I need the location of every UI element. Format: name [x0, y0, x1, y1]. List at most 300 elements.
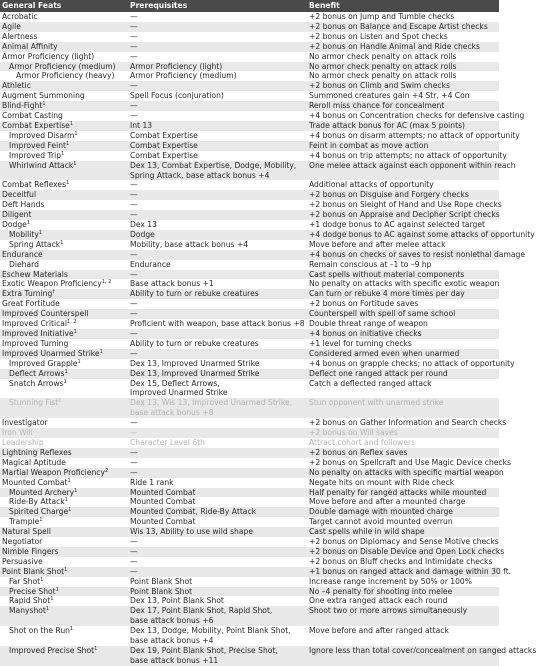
feat-footnote-marker: 1 [60, 239, 64, 246]
benefit-cell: Counterspell with spell of same school [307, 309, 499, 319]
benefit-cell: +2 bonus on Disguise and Forgery checks [307, 190, 499, 200]
benefit-cell: Increase range increment by 50% or 100% [309, 576, 472, 586]
prerequisite-cell [128, 180, 307, 190]
benefit-cell: Cast spells while in wild shape [307, 527, 499, 537]
feat-footnote-marker: 1 [58, 398, 62, 405]
prerequisite-cell [128, 101, 307, 111]
feat-name: Exotic Weapon Proficiency [2, 279, 102, 289]
feat-name-cell [0, 547, 128, 557]
feat-name-cell [0, 577, 128, 587]
feat-name: Athletic [2, 81, 31, 91]
prerequisite-cell [128, 220, 307, 230]
prerequisite-text: Int 13 [130, 120, 153, 130]
benefit-cell: +1 dodge bonus to AC against selected target [309, 220, 486, 230]
feat-footnote-marker: 1 [69, 626, 74, 633]
feat-name: Augment Summoning [2, 91, 85, 101]
feat-name-cell [0, 369, 128, 379]
prerequisite-cell [128, 161, 307, 181]
benefit-cell: +4 bonus on checks or saves to resist nonlethal damage [309, 249, 525, 259]
prerequisite-cell [128, 458, 307, 468]
feat-name: Deflect Arrows [9, 368, 65, 378]
table-row [0, 438, 499, 448]
prerequisite-cell [128, 339, 307, 349]
feat-name: Iron Will [2, 428, 33, 438]
benefit-cell: +2 bonus on Fortitude saves [309, 299, 419, 309]
feat-footnote-marker: 1, 2 [101, 279, 112, 286]
prerequisite-text: Dex 17, Point Blank Shot, Rapid Shot, [130, 606, 273, 616]
benefit-cell: +2 bonus on Disable Device and Open Lock checks [309, 546, 505, 556]
prerequisite-cell [128, 52, 307, 62]
feat-footnote-marker: 1 [64, 497, 68, 504]
prerequisite-cell [128, 319, 307, 329]
feat-name-cell [0, 557, 128, 567]
feat-name-cell [0, 606, 128, 626]
table-row [0, 547, 499, 557]
feat-footnote-marker: 1 [40, 576, 44, 583]
prerequisite-text: Dex 13, Combat Expertise, Dodge, Mobility, [130, 160, 297, 170]
table-header [0, 0, 499, 12]
feat-name-cell [0, 527, 128, 537]
prerequisite-text-continued: base attack bonus +8 [130, 408, 214, 418]
feat-name-cell [0, 220, 128, 230]
feat-footnote-marker: 1 [50, 596, 54, 603]
table-body [0, 12, 536, 666]
feat-name-cell [0, 567, 128, 577]
prerequisite-text: Dex 13, Improved Unarmed Strike [130, 358, 260, 368]
prerequisite-text: Dex 13 [130, 220, 157, 230]
table-row [0, 22, 499, 32]
feat-name: Magical Aptitude [2, 457, 66, 467]
feat-name-cell [0, 398, 128, 418]
feat-name: Combat Reflexes [2, 180, 67, 190]
table-row [0, 517, 499, 527]
table-row [0, 299, 499, 309]
feat-name: Deft Hands [2, 200, 45, 210]
benefit-cell: Negate hits on mount with Ride check [309, 477, 455, 487]
prerequisite-text: Combat Expertise [130, 140, 198, 150]
feat-footnote-marker: 1 [45, 606, 50, 613]
prerequisite-text: — [130, 81, 138, 91]
table-row [0, 398, 499, 418]
feat-name: Improved Initiative [2, 329, 74, 338]
feat-name-cell [0, 319, 128, 329]
table-row [0, 121, 499, 131]
feat-footnote-marker: 1 [68, 507, 72, 514]
prerequisite-text: Character Level 6th [130, 437, 205, 447]
feat-name-cell [0, 161, 128, 181]
prerequisite-text: Dex 13, Dodge, Mobility, Point Blank Shot, [130, 626, 291, 636]
table-row [0, 230, 499, 240]
benefit-cell: +2 bonus on Handle Animal and Ride checks [307, 42, 499, 52]
prerequisite-text: — [130, 101, 138, 111]
prerequisite-text: Spell Focus (conjuration) [130, 91, 224, 101]
table-row [0, 507, 499, 517]
table-row [0, 200, 499, 210]
feat-footnote-marker: 1 [74, 130, 78, 137]
feat-name: Negotiator [2, 537, 43, 547]
table-row [0, 319, 499, 329]
prerequisite-cell [128, 81, 307, 91]
table-row [0, 369, 499, 379]
prerequisite-cell [128, 497, 307, 507]
feat-name: Combat Expertise [2, 120, 70, 130]
prerequisite-text: — [130, 428, 138, 438]
table-row [0, 101, 499, 111]
benefit-cell: Double damage with mounted charge [307, 507, 499, 517]
prerequisite-text: — [130, 12, 138, 21]
prerequisite-text: — [130, 467, 138, 477]
prerequisite-text: Mounted Combat, Ride-By Attack [130, 507, 257, 517]
prerequisite-text: Dex 13, Improved Unarmed Strike [130, 368, 260, 378]
table-row [0, 180, 499, 190]
prerequisite-text: — [130, 31, 138, 41]
prerequisite-cell [128, 507, 307, 517]
benefit-cell: Catch a deflected ranged attack [309, 378, 432, 388]
prerequisite-cell [128, 359, 307, 369]
prerequisite-cell [128, 151, 307, 161]
feat-name: Improved Trip [9, 150, 62, 160]
table-row [0, 577, 499, 587]
feat-footnote-marker: 1 [64, 566, 68, 573]
prerequisite-text: — [130, 269, 138, 279]
feat-name-cell [0, 111, 128, 121]
prerequisite-text: Armor Proficiency (light) [130, 61, 223, 71]
prerequisite-cell [128, 577, 307, 587]
table-row [0, 418, 499, 428]
prerequisite-cell [128, 596, 307, 606]
feat-footnote-marker: 1 [61, 150, 65, 157]
feat-footnote-marker: † [52, 289, 55, 296]
feat-name: Deceitful [2, 190, 37, 200]
prerequisite-text: Ability to turn or rebuke creatures [130, 289, 259, 299]
benefit-cell: +2 bonus on Balance and Escape Artist checks [307, 22, 499, 32]
prerequisite-cell [128, 270, 307, 280]
feat-name: Improved Feint [9, 140, 66, 150]
feat-name: Eschew Materials [2, 269, 68, 279]
benefit-cell: Half penalty for ranged attacks while mounted [307, 488, 499, 498]
feat-name-cell [0, 468, 128, 478]
benefit-cell: +4 bonus on disarm attempts; no attack of opportunity [309, 130, 520, 140]
feat-name-cell [0, 180, 128, 190]
prerequisite-text-continued: base attack bonus +6 [130, 616, 214, 626]
table-row [0, 458, 499, 468]
feat-name: Armor Proficiency (light) [2, 51, 95, 61]
feat-footnote-marker: 2 [104, 467, 109, 474]
prerequisite-cell [128, 448, 307, 458]
prerequisite-cell [128, 299, 307, 309]
benefit-cell: +4 bonus on trip attempts; no attack of opportunity [309, 150, 507, 160]
table-row [0, 81, 499, 91]
table-row [0, 12, 499, 22]
prerequisite-text: — [130, 329, 138, 338]
prerequisite-text: — [130, 546, 138, 556]
prerequisite-text: — [130, 21, 138, 31]
benefit-cell: +2 bonus on Sleight of Hand and Use Rope checks [309, 200, 502, 210]
prerequisite-cell [128, 22, 307, 32]
prerequisite-cell [128, 557, 307, 567]
prerequisite-cell [128, 279, 307, 289]
prerequisite-text: Dex 13, Point Blank Shot [130, 596, 224, 606]
feat-name-cell [0, 458, 128, 468]
benefit-cell: Remain conscious at –1 to –9 hp [309, 259, 432, 269]
feat-name: Improved Counterspell [2, 309, 89, 319]
feat-name: Blind-Fight [2, 101, 43, 111]
benefit-cell: +2 bonus on Reflex saves [307, 448, 499, 458]
table-row [0, 646, 499, 666]
benefit-cell: +2 bonus on Diplomacy and Sense Motive checks [309, 537, 499, 547]
feat-name: Improved Disarm [9, 130, 75, 140]
header-prerequisites: Prerequisites [128, 0, 307, 12]
table-row [0, 32, 499, 42]
prerequisite-text: Wis 13, Ability to use wild shape [130, 527, 254, 537]
feat-name-cell [0, 537, 128, 547]
feat-footnote-marker: 1, 2 [67, 319, 77, 326]
feat-footnote-marker: 1 [99, 348, 103, 355]
prerequisite-text: Mounted Combat [130, 497, 196, 507]
benefit-cell: Can turn or rebuke 4 more times per day [307, 289, 499, 299]
feat-name-cell [0, 309, 128, 319]
prerequisite-cell [128, 200, 307, 210]
prerequisite-text: — [130, 180, 138, 190]
header-row [0, 0, 499, 12]
prerequisite-text: Dodge [130, 229, 155, 239]
benefit-cell: Cast spells without material components [307, 270, 499, 280]
prerequisite-text: Ability to turn or rebuke creatures [130, 338, 259, 348]
prerequisite-text: — [130, 566, 138, 576]
feat-name-cell [0, 230, 128, 240]
benefit-cell: No armor check penalty on attack rolls [307, 62, 499, 72]
prerequisite-text-continued: base attack bonus +11 [130, 655, 219, 665]
feat-footnote-marker: 1 [26, 220, 30, 227]
prerequisite-text-continued: Improved Unarmed Strike [130, 388, 228, 398]
table-row [0, 497, 499, 507]
feat-name-cell [0, 438, 128, 448]
feat-name: Martial Weapon Proficiency [2, 467, 105, 477]
feat-name-cell [0, 497, 128, 507]
table-row [0, 596, 499, 606]
feat-name: Armor Proficiency (medium) [9, 61, 116, 71]
benefit-cell: +4 bonus on initiative checks [307, 329, 499, 339]
feat-name: Diligent [2, 210, 32, 220]
feat-name-cell [0, 32, 128, 42]
feat-name-cell [0, 359, 128, 369]
table-row [0, 478, 499, 488]
feat-name-cell [0, 349, 128, 359]
prerequisite-text: — [130, 111, 138, 121]
feat-name: Improved Grapple [9, 358, 78, 368]
prerequisite-cell [128, 309, 307, 319]
prerequisite-cell [128, 42, 307, 52]
benefit-cell: +1 bonus on ranged attack and damage within 30 ft. [309, 566, 512, 576]
feat-name-cell [0, 91, 128, 101]
benefit-cell: Additional attacks of opportunity [309, 180, 434, 190]
feat-name: Far Shot [9, 576, 41, 586]
feat-name-cell [0, 517, 128, 527]
table-row [0, 52, 499, 62]
feat-name-cell [0, 478, 128, 488]
feat-name: Agile [2, 21, 21, 31]
prerequisite-cell [128, 398, 307, 418]
table-row [0, 71, 499, 81]
feat-name: Lightning Reflexes [2, 447, 72, 457]
prerequisite-text: Base attack bonus +1 [130, 279, 214, 289]
feat-name-cell [0, 52, 128, 62]
feat-name-cell [0, 250, 128, 260]
table-row [0, 151, 499, 161]
prerequisite-cell [128, 210, 307, 220]
table-row [0, 240, 499, 250]
table-row [0, 161, 499, 181]
feat-name: Leadership [2, 437, 44, 447]
benefit-cell: Trade attack bonus for AC (max 5 points) [307, 121, 499, 131]
table-row [0, 448, 499, 458]
prerequisite-cell [128, 488, 307, 498]
prerequisite-cell [128, 527, 307, 537]
benefit-cell: +2 bonus on Bluff checks and Intimidate checks [309, 556, 493, 566]
feat-name: Persuasive [2, 556, 43, 566]
table-row [0, 62, 499, 72]
prerequisite-text: Mobility, base attack bonus +4 [130, 239, 249, 249]
feat-name-cell [0, 71, 128, 81]
benefit-cell: One melee attack against each opponent within reach [307, 161, 499, 181]
feat-name: Rapid Shot [9, 596, 51, 606]
benefit-cell: +2 bonus on Climb and Swim checks [307, 81, 499, 91]
feat-name: Whirlwind Attack [9, 160, 74, 170]
feat-name-cell [0, 190, 128, 200]
feat-footnote-marker: 1 [66, 180, 70, 187]
feat-name: Diehard [9, 259, 39, 269]
feat-name-cell [0, 646, 128, 666]
prerequisite-cell [128, 12, 307, 22]
feat-name: Shot on the Run [9, 626, 70, 636]
prerequisite-cell [128, 111, 307, 121]
feat-name-cell [0, 428, 128, 438]
feat-name-cell [0, 240, 128, 250]
benefit-cell: +4 dodge bonus to AC against some attacks of opportunity [309, 229, 535, 239]
prerequisite-text: — [130, 348, 138, 358]
feat-name: Improved Unarmed Strike [2, 348, 100, 358]
prerequisite-text: Armor Proficiency (medium) [130, 71, 237, 81]
prerequisite-cell [128, 250, 307, 260]
benefit-cell: Reroll miss chance for concealment [307, 101, 499, 111]
table-row [0, 190, 499, 200]
table-row [0, 527, 499, 537]
feat-name-cell [0, 260, 128, 270]
prerequisite-text: — [130, 457, 138, 467]
prerequisite-cell [128, 606, 307, 626]
benefit-cell: Shoot two or more arrows simultaneously [307, 606, 499, 626]
prerequisite-cell [128, 587, 307, 597]
table-row [0, 141, 499, 151]
prerequisite-text: Proficient with weapon, base attack bonus +8 [130, 319, 305, 329]
prerequisite-text: Dex 15, Deflect Arrows, [130, 378, 220, 388]
benefit-cell: Stun opponent with unarmed strike [307, 398, 499, 418]
table-row [0, 260, 499, 270]
feat-name-cell [0, 329, 128, 339]
feat-name: Natural Spell [2, 527, 51, 537]
feat-footnote-marker: 1 [67, 477, 71, 484]
benefit-cell: Attract cohort and followers [309, 437, 415, 447]
feat-name-cell [0, 141, 128, 151]
table-row [0, 379, 499, 399]
prerequisite-text: Ride 1 rank [130, 477, 174, 487]
prerequisite-text: — [130, 41, 138, 51]
prerequisite-text: — [130, 190, 138, 200]
table-row [0, 250, 499, 260]
feat-name: Combat Casting [2, 111, 63, 121]
table-row [0, 359, 499, 369]
benefit-cell: Considered armed even when unarmed [307, 349, 499, 359]
prerequisite-cell [128, 131, 307, 141]
feat-name-cell [0, 339, 128, 349]
feat-name: Spirited Charge [9, 507, 69, 517]
table-row [0, 270, 499, 280]
feat-footnote-marker: 1 [55, 586, 59, 593]
prerequisite-cell [128, 329, 307, 339]
feat-name: Precise Shot [9, 586, 56, 596]
feat-name: Dodge [2, 220, 27, 230]
table-row [0, 309, 499, 319]
benefit-cell: Target cannot avoid mounted overrun [309, 517, 453, 527]
prerequisite-cell [128, 349, 307, 359]
prerequisite-cell [128, 141, 307, 151]
prerequisite-cell [128, 71, 307, 81]
feat-name: Alertness [2, 31, 38, 41]
feat-name: Improved Precise Shot [9, 646, 95, 655]
prerequisite-cell [128, 91, 307, 101]
benefit-cell: Feint in combat as move action [307, 141, 499, 151]
feat-name-cell [0, 289, 128, 299]
feat-name-cell [0, 22, 128, 32]
feat-name-cell [0, 81, 128, 91]
prerequisite-cell [128, 230, 307, 240]
benefit-cell: Move before and after melee attack [309, 239, 446, 249]
benefit-cell: Move before and after a mounted charge [309, 497, 466, 507]
feat-name-cell [0, 299, 128, 309]
prerequisite-cell [128, 379, 307, 399]
prerequisite-cell [128, 32, 307, 42]
feat-footnote-marker: 1 [69, 120, 74, 127]
benefit-cell: No penalty on attacks with specific martial weapon [309, 467, 504, 477]
prerequisite-cell [128, 190, 307, 200]
prerequisite-cell [128, 517, 307, 527]
prerequisite-text: — [130, 249, 138, 259]
prerequisite-text: Point Blank Shot [130, 586, 193, 596]
feat-name: Great Fortitude [2, 299, 60, 309]
header-benefit: Benefit [307, 0, 499, 12]
feat-footnote-marker: 1 [77, 358, 81, 365]
feat-name: Mobility [9, 229, 39, 239]
feat-name-cell [0, 42, 128, 52]
table-row [0, 606, 499, 626]
feat-name-cell [0, 596, 128, 606]
prerequisite-cell [128, 537, 307, 547]
benefit-cell: One extra ranged attack each round [309, 596, 448, 606]
feat-name: Endurance [2, 249, 43, 259]
benefit-cell: No penalty on attacks with specific exotic weapon [309, 279, 500, 289]
feat-name-cell [0, 121, 128, 131]
table-row [0, 210, 499, 220]
prerequisite-text: — [130, 418, 138, 428]
prerequisite-cell [128, 626, 307, 646]
feat-name: Spring Attack [9, 239, 61, 249]
prerequisite-text: — [130, 447, 138, 457]
prerequisite-text: — [130, 556, 138, 566]
table-row [0, 220, 499, 230]
header-general-feats: General Feats [0, 0, 128, 12]
feat-name: Mounted Combat [2, 477, 68, 487]
table-row [0, 468, 499, 478]
